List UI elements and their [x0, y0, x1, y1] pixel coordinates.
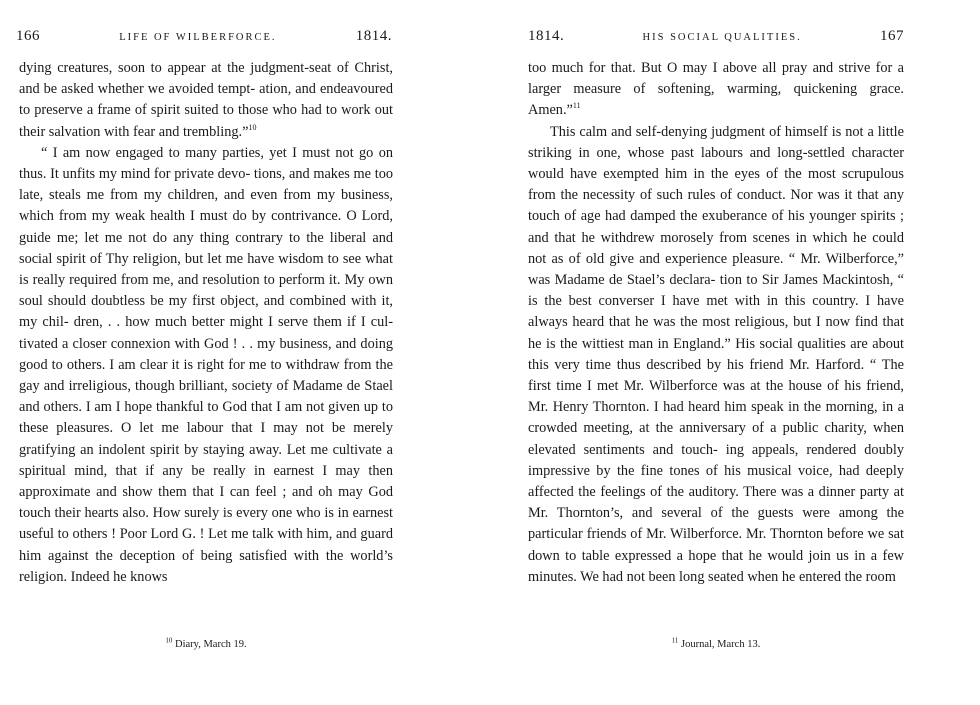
- footnote: [19, 636, 393, 650]
- running-head: LIFE OF WILBERFORCE.: [119, 32, 277, 43]
- paragraph: [528, 58, 904, 122]
- paragraph-text: too much for that. But O may I above all pray and strive for a larger measure of softening, warming, quickening grace. Amen.”: [528, 60, 904, 119]
- left-page-header: [16, 28, 392, 48]
- footnote-reference: 10: [248, 122, 257, 132]
- right-page-body: [528, 58, 904, 588]
- header-year: 1814.: [528, 28, 565, 44]
- page-number: 167: [880, 28, 904, 44]
- right-page: [490, 0, 980, 705]
- footnote-mark: 11: [671, 636, 679, 645]
- paragraph-text: “ I am now engaged to many parties, yet I must not go on thus. It unfits my mind for private devo- tions, and makes me too late, steals me from my children, and even from my business, which from my weak health I must do by contrivance. O Lord, guide me; let me not do any thing contrary to the liberal and social spirit of Thy religion, but let me have wisdom to see what is really required from me, and resolution to perform it. My own soul should doubtless be my first object, and combined with it, my chil- dren, . . how much better might I serve them if I cul- tivated a closer connexion with God ! . . my business, and doing good to others. I am clear it is right for me to withdraw from the gay and irreligious, though brilliant, society of Madame de Stael and others. I am I hope thankful to God that I am not given up to these pleasures. O let me labour that I may not be merely gratifying an indolent spirit by staying away. Let me cultivate a spiritual mind, that if any be really in earnest I may then approximate and show them that I can feel ; and oh may God touch their hearts also. How surely is every one who is in earnest useful to others ! Poor Lord G. ! Let me talk with him, and guard him against the deception of being satisfied with the world’s religion. Indeed he knows: [19, 144, 393, 585]
- footnote-text: Journal, March 13.: [681, 639, 761, 650]
- footnote-reference: 11: [572, 101, 581, 111]
- paragraph: [19, 58, 393, 143]
- left-page-body: [19, 58, 393, 588]
- paragraph: [528, 122, 904, 588]
- right-page-header: [528, 28, 904, 48]
- paragraph-text: This calm and self-denying judgment of himself is not a little striking in one, whose past labours and long-settled character would have exempted him in the eyes of the most scrupulous from the necessity of such rules of conduct. Nor was it that any touch of age had damped the exuberance of his younger spirits ; and that he withdrew morosely from scenes in which he could not as of old give and experience pleasure. “ Mr. Wilberforce,” was Madame de Stael’s declara- tion to Sir James Mackintosh, “ is the best converser I have met with in this country. I have always heard that he was the most religious, but I now find that he is the wittiest man in England.” His social qualities are about this very time thus described by his friend Mr. Harford. “ The first time I met Mr. Wilberforce was at the house of his friend, Mr. Henry Thornton. I had heard him speak in the morning, in a crowded meeting, at the anniversary of a public charity, when elevated sentiments and touch- ing appeals, rendered doubly impressive by the fine tones of his musical voice, had deeply affected the feelings of the auditory. There was a dinner party at Mr. Thornton’s, and several of the guests were among the particular friends of Mr. Wilberforce. Mr. Thornton before we sat down to table expressed a hope that he would join us in a few minutes. We had not been long seated when he entered the room: [528, 123, 904, 585]
- paragraph: [19, 143, 393, 588]
- footnote: [528, 636, 904, 650]
- footnote-text: Diary, March 19.: [174, 639, 247, 650]
- header-year: 1814.: [355, 28, 392, 44]
- running-head: HIS SOCIAL QUALITIES.: [642, 32, 802, 43]
- paragraph-text: dying creatures, soon to appear at the judgment-seat of Christ, and be asked whether we avoided tempt- ation, and endeavoured to preserve a frame of spirit suited to those who had to work out their salvation with fear and trembling.”: [19, 60, 393, 140]
- footnote-mark: 10: [165, 636, 173, 645]
- page-number: 166: [16, 28, 40, 44]
